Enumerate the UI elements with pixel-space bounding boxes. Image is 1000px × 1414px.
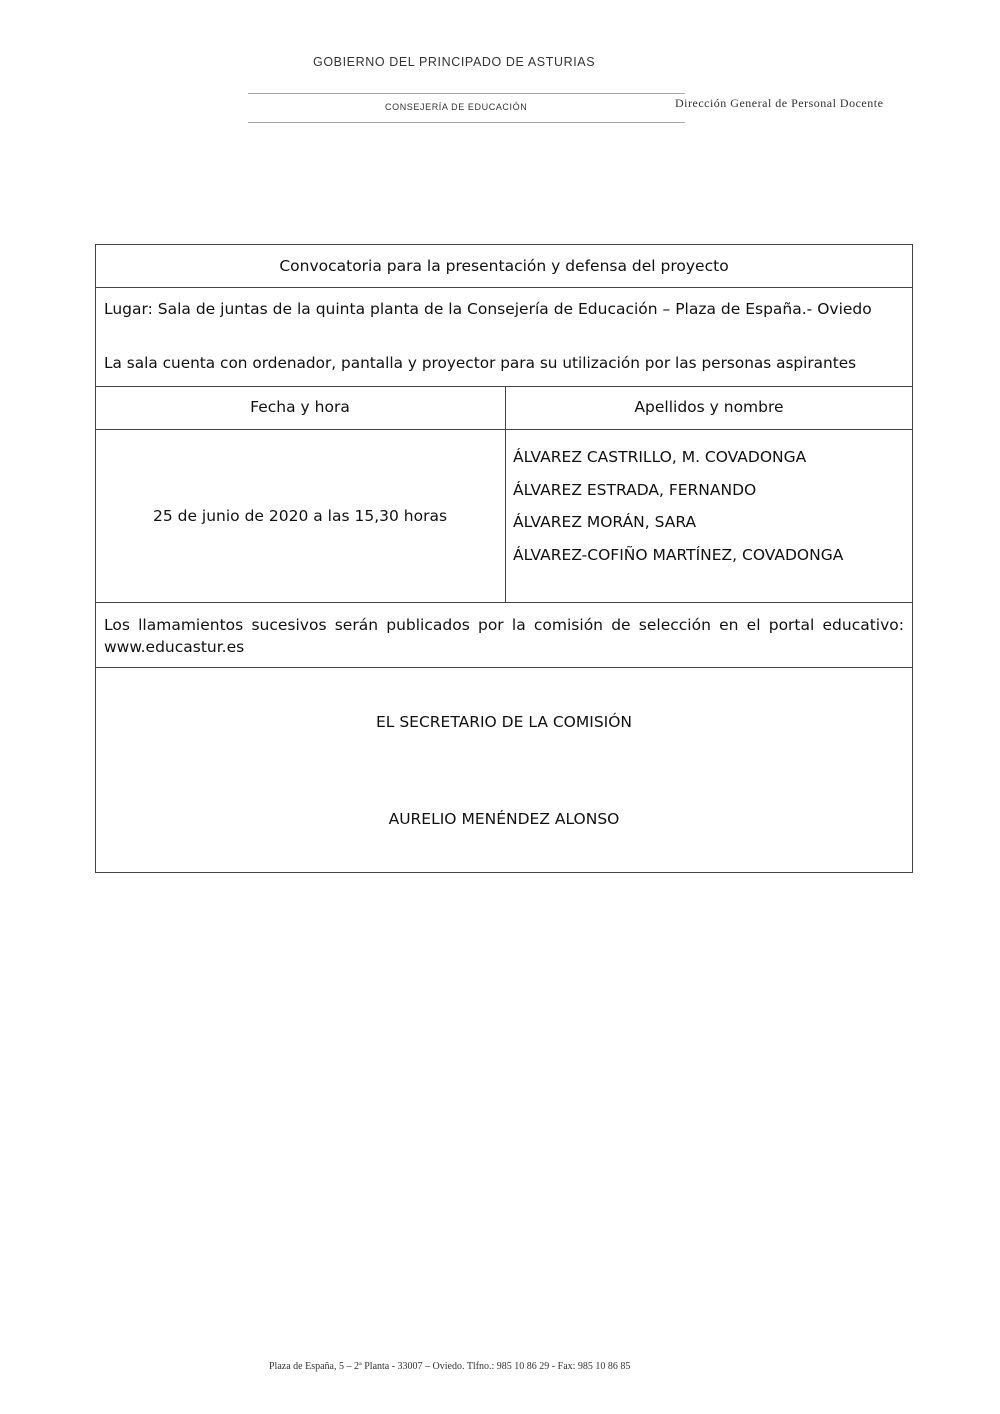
- candidate-name: ÁLVAREZ ESTRADA, FERNANDO: [513, 480, 757, 499]
- divider: [248, 93, 685, 94]
- calls-note: Los llamamientos sucesivos serán publicados por la comisión de selección en el portal educativo: www.educastur.es: [104, 616, 904, 656]
- candidate-name: ÁLVAREZ CASTRILLO, M. COVADONGA: [513, 448, 807, 466]
- department-header: CONSEJERÍA DE EDUCACIÓN: [385, 102, 528, 112]
- place-text: Lugar: Sala de juntas de la quinta planta de la Consejería de Educación – Plaza de España.- Oviedo: [104, 300, 872, 318]
- directorate-header: Dirección General de Personal Docente: [675, 96, 884, 110]
- government-header: GOBIERNO DEL PRINCIPADO DE ASTURIAS: [313, 55, 596, 69]
- room-note: La sala cuenta con ordenador, pantalla y proyector para su utilización por las personas aspirantes: [104, 354, 857, 372]
- column-header-name: Apellidos y nombre: [634, 398, 784, 416]
- divider: [248, 122, 685, 123]
- candidate-name: ÁLVAREZ MORÁN, SARA: [513, 513, 697, 532]
- signer-role: EL SECRETARIO DE LA COMISIÓN: [375, 713, 633, 731]
- signer-name: AURELIO MENÉNDEZ ALONSO: [388, 810, 620, 828]
- candidate-name: ÁLVAREZ-COFIÑO MARTÍNEZ, COVADONGA: [513, 546, 844, 565]
- column-header-date: Fecha y hora: [250, 398, 350, 416]
- table-title: Convocatoria para la presentación y defensa del proyecto: [279, 257, 729, 275]
- date-time: 25 de junio de 2020 a las 15,30 horas: [152, 507, 448, 525]
- candidate-list: [513, 441, 843, 572]
- footer-address: Plaza de España, 5 – 2ª Planta - 33007 – Oviedo. Tlfno.: 985 10 86 29 - Fax: 985 10 86 85: [269, 1361, 631, 1372]
